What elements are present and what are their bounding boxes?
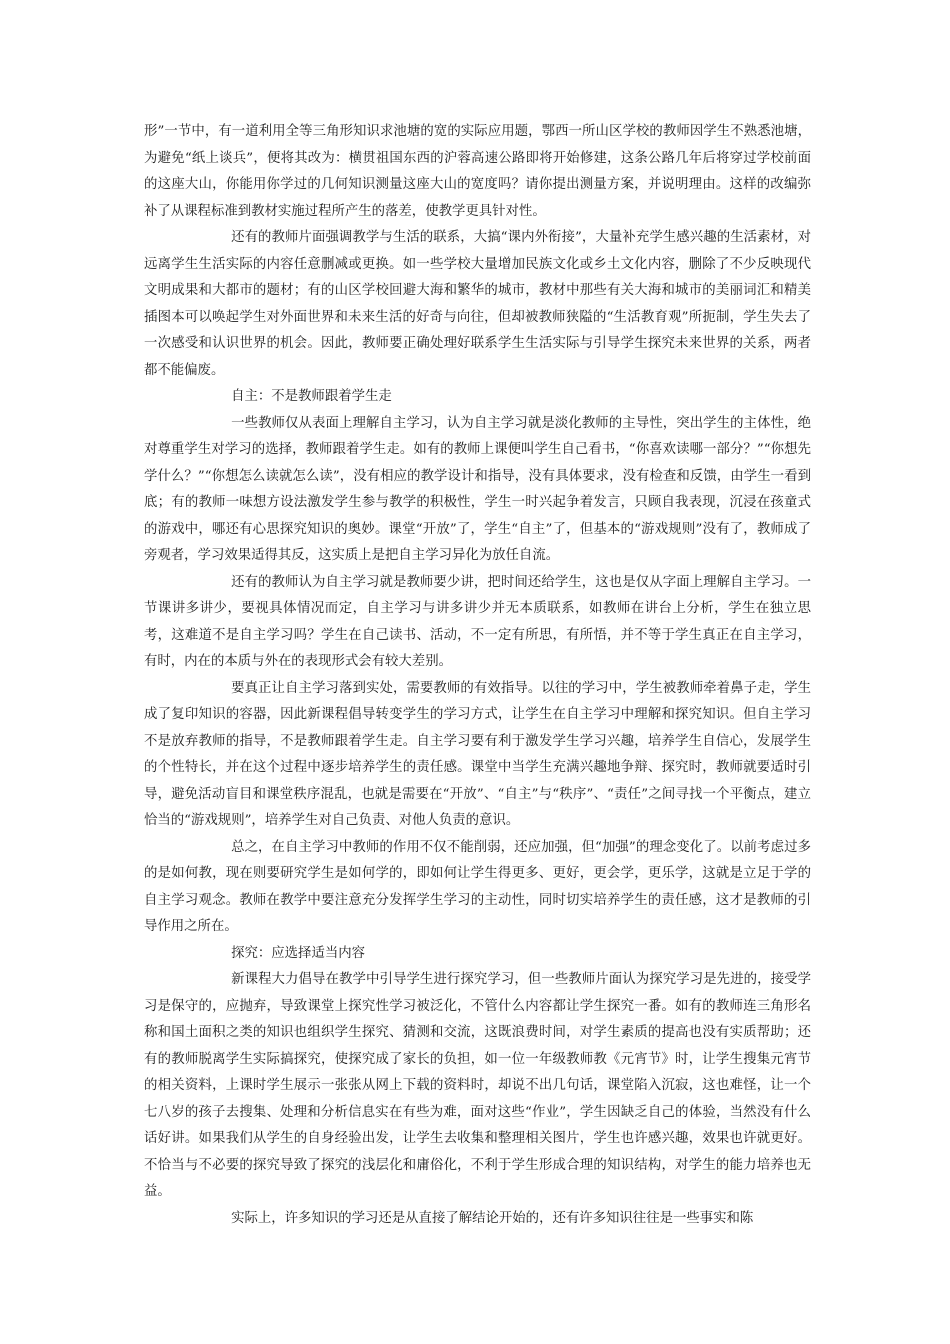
section-heading-autonomy: 自主：不是教师跟着学生走 [231, 389, 392, 404]
paragraph-autonomy-guidance: 要真正让自主学习落到实处，需要教师的有效指导。以往的学习中，学生被教师牵着鼻子走，学生成了复印知识的容器，因此新课程倡导转变学生的学习方式，让学生在自主学习中理解和探究知识。但自主学习不是放弃教师的指导，不是教师跟着学生走。自主学习要有利于激发学生学习兴趣，培养学生自信心，发展学生的个性特长，并在这个过程中逐步培养学生的责任感。课堂中当学生充满兴趣地争辩、探究时，教师就要适时引导，避免活动盲目和课堂秩序混乱，也就是需要在“开放”、“自主”与“秩序”、“责任”之间寻找一个平衡点，建立恰当的“游戏规则”，培养学生对自己负责、对他人负责的意识。 [144, 680, 811, 828]
document-body [144, 119, 811, 1232]
section-heading-inquiry: 探究：应选择适当内容 [231, 945, 365, 961]
paragraph-life-connection: 还有的教师片面强调教学与生活的联系，大搞“课内外衔接”，大量补充学生感兴趣的生活素材，对远离学生生活实际的内容任意删减或更换。如一些学校大量增加民族文化或乡土文化内容，删除了不少反映现代文明成果和大都市的题材；有的山区学校回避大海和繁华的城市，教材中那些有关大海和城市的美丽词汇和精美插图本可以唤起学生对外面世界和未来生活的好奇与向往，但却被教师狭隘的“生活教育观”所扼制，学生失去了一次感受和认识世界的机会。因此，教师要正确处理好联系学生生活实际与引导学生探究未来世界的关系，两者都不能偏废。 [144, 230, 811, 378]
paragraph-autonomy-surface: 一些教师仅从表面上理解自主学习，认为自主学习就是淡化教师的主导性，突出学生的主体性，绝对尊重学生对学习的选择，教师跟着学生走。如有的教师上课便叫学生自己看书，“你喜欢读哪一部分？”“你想先学什么？”“你想怎么读就怎么读”，没有相应的教学设计和指导，没有具体要求，没有检查和反馈，由学生一看到底；有的教师一味想方设法激发学生参与教学的积极性，学生一时兴起争着发言，只顾自我表现，沉浸在孩童式的游戏中，哪还有心思探究知识的奥妙。课堂“开放”了，学生“自主”了，但基本的“游戏规则”没有了，教师成了旁观者，学习效果适得其反，这实质上是把自主学习异化为放任自流。 [144, 415, 811, 563]
paragraph-autonomy-summary: 总之，在自主学习中教师的作用不仅不能削弱，还应加强，但“加强”的理念变化了。以前考虑过多的是如何教，现在则要研究学生是如何学的，即如何让学生得更多、更好，更会学，更乐学，这就是立足于学的自主学习观念。教师在教学中要注意充分发挥学生学习的主动性，同时切实培养学生的责任感，这才是教师的引导作用之所在。 [144, 839, 811, 934]
paragraph-autonomy-less-talk: 还有的教师认为自主学习就是教师要少讲，把时间还给学生，这也是仅从字面上理解自主学习。一节课讲多讲少，要视具体情况而定，自主学习与讲多讲少并无本质联系，如教师在讲台上分析，学生在独立思考，这难道不是自主学习吗？学生在自己读书、活动，不一定有所思，有所悟，并不等于学生真正在自主学习，有时，内在的本质与外在的表现形式会有较大差别。 [144, 574, 811, 669]
paragraph-inquiry-overuse: 新课程大力倡导在教学中引导学生进行探究学习，但一些教师片面认为探究学习是先进的，接受学习是保守的，应抛弃，导致课堂上探究性学习被泛化，不管什么内容都让学生探究一番。如有的教师连三角形名称和国土面积之类的知识也组织学生探究、猜测和交流，这既浪费时间，对学生素质的提高也没有实质帮助；还有的教师脱离学生实际搞探究，使探究成了家长的负担，如一位一年级教师教《元宵节》时，让学生搜集元宵节的相关资料，上课时学生展示一张张从网上下载的资料时，却说不出几句话，课堂陷入沉寂，这也难怪，让一个七八岁的孩子去搜集、处理和分析信息实在有些为难，面对这些“作业”，学生因缺乏自己的体验，当然没有什么话好讲。如果我们从学生的自身经验出发，让学生去收集和整理相关图片，学生也许感兴趣，效果也许就更好。不恰当与不必要的探究导致了探究的浅层化和庸俗化，不利于学生形成合理的知识结构，对学生的能力培养也无益。 [144, 972, 811, 1199]
paragraph-triangle-example: 形”一节中，有一道利用全等三角形知识求池塘的宽的实际应用题，鄂西一所山区学校的教师因学生不熟悉池塘，为避免“纸上谈兵”，便将其改为：横贯祖国东西的沪蓉高速公路即将开始修建，这条公路几年后将穿过学校前面的这座大山，你能用你学过的几何知识测量这座大山的宽度吗？请你提出测量方案，并说明理由。这样的改编弥补了从课程标准到教材实施过程所产生的落差，使教学更具针对性。 [144, 124, 811, 219]
paragraph-inquiry-conclusion: 实际上，许多知识的学习还是从直接了解结论开始的，还有许多知识往往是一些事实和陈 [231, 1210, 754, 1226]
